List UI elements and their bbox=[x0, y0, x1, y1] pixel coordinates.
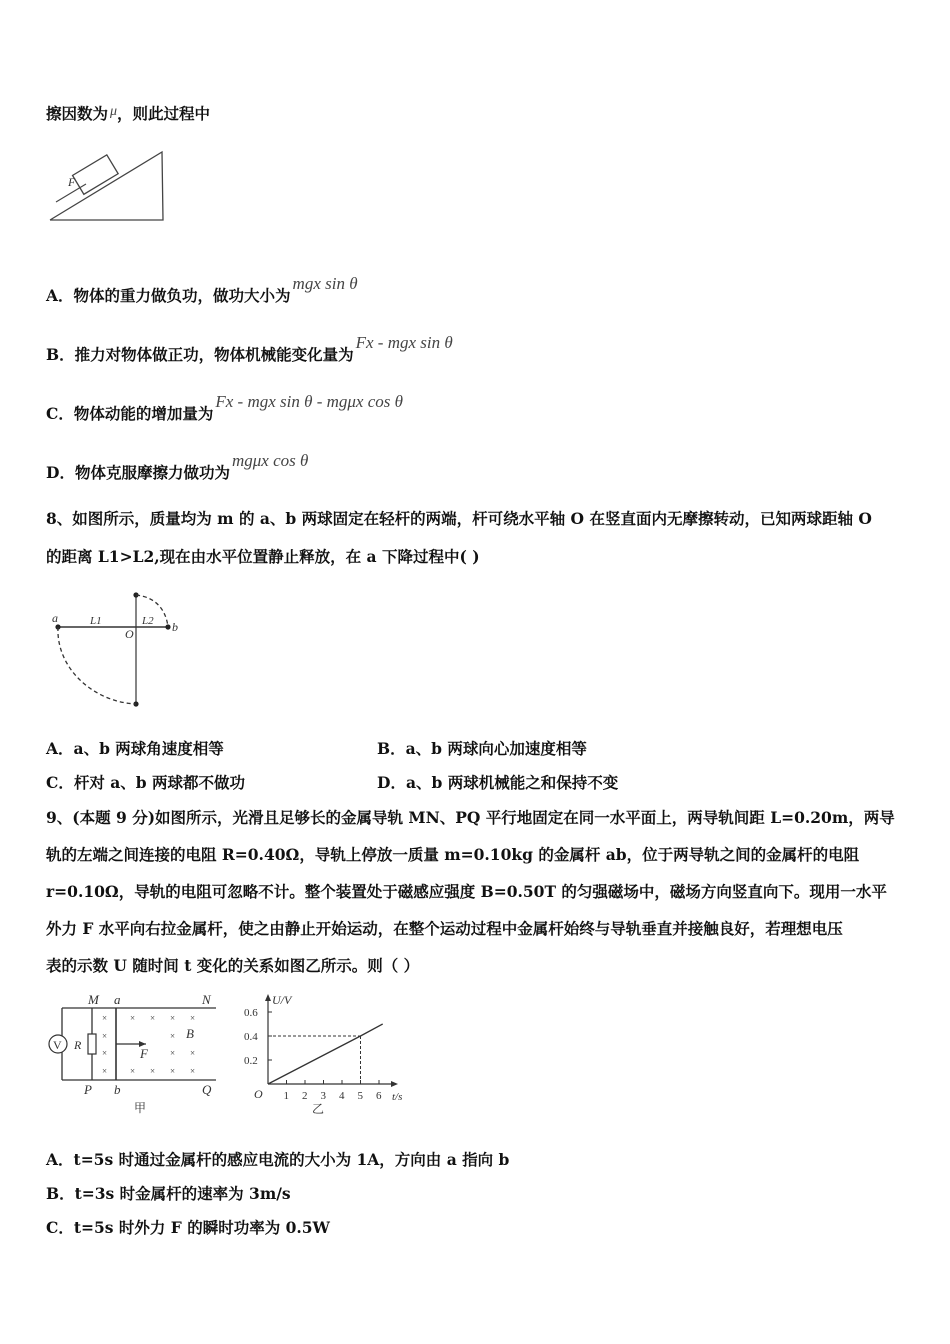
x-tick-label: 5 bbox=[357, 1090, 363, 1102]
label-l2: L2 bbox=[142, 615, 154, 627]
svg-text:×: × bbox=[130, 1066, 136, 1076]
option-text: 物体克服摩擦力做功为 bbox=[74, 463, 230, 482]
q8-option-d bbox=[377, 771, 618, 793]
option-label: C． bbox=[46, 773, 74, 792]
q7-option-c bbox=[46, 392, 403, 424]
label-b: b bbox=[114, 1082, 121, 1097]
incline-figure bbox=[44, 146, 174, 226]
option-text: t=5s 时外力 F 的瞬时功率为 0.5W bbox=[73, 1218, 330, 1237]
rail-circuit-figure bbox=[44, 990, 224, 1118]
intro-tail: ，则此过程中 bbox=[117, 104, 211, 123]
y-tick-label: 0.2 bbox=[244, 1055, 258, 1067]
option-math: mgx sin θ bbox=[292, 274, 358, 293]
figure-caption-jia: 甲 bbox=[134, 1101, 147, 1115]
label-p: P bbox=[84, 1082, 92, 1097]
svg-text:×: × bbox=[102, 1048, 108, 1058]
origin-label: O bbox=[254, 1087, 263, 1101]
x-tick-label: 1 bbox=[283, 1090, 289, 1102]
svg-text:×: × bbox=[102, 1031, 108, 1041]
label-n: N bbox=[202, 992, 211, 1007]
svg-text:×: × bbox=[150, 1013, 156, 1023]
q8-line-2: 的距离 L1>L2,现在由水平位置静止释放，在 a 下降过程中( ) bbox=[46, 547, 480, 566]
option-text: 推力对物体做正功，物体机械能变化量为 bbox=[74, 345, 354, 364]
u-t-chart bbox=[238, 990, 418, 1120]
option-label: A． bbox=[46, 286, 74, 305]
svg-text:×: × bbox=[170, 1031, 176, 1041]
svg-text:×: × bbox=[170, 1066, 176, 1076]
option-label: C． bbox=[46, 404, 74, 423]
svg-text:×: × bbox=[190, 1066, 196, 1076]
series-line bbox=[268, 1024, 383, 1084]
q9-line-5: 表的示数 U 随时间 t 变化的关系如图乙所示。则（ ） bbox=[46, 956, 420, 975]
q9-option-b bbox=[46, 1182, 291, 1204]
option-text: a、b 两球向心加速度相等 bbox=[405, 739, 587, 758]
option-text: a、b 两球机械能之和保持不变 bbox=[405, 773, 619, 792]
svg-text:×: × bbox=[170, 1013, 176, 1023]
option-text: a、b 两球角速度相等 bbox=[73, 739, 224, 758]
force-label: F bbox=[68, 175, 76, 189]
x-axis-label: t/s bbox=[392, 1091, 403, 1103]
option-text: 物体动能的增加量为 bbox=[73, 404, 214, 423]
option-label: C． bbox=[46, 1218, 74, 1237]
q9-line-4: 外力 F 水平向右拉金属杆，使之由静止开始运动，在整个运动过程中金属杆始终与导轨垂直并接触良好，若理想电压 bbox=[46, 919, 843, 938]
intro-line bbox=[46, 102, 210, 124]
option-math: Fx - mgx sin θ - mgμx cos θ bbox=[215, 392, 403, 411]
y-axis-label: U/V bbox=[272, 993, 292, 1007]
resistor-label: R bbox=[74, 1038, 82, 1052]
label-f: F bbox=[140, 1046, 148, 1061]
option-math: Fx - mgx sin θ bbox=[355, 333, 453, 352]
label-l1: L1 bbox=[90, 615, 102, 627]
option-label: D． bbox=[46, 463, 75, 482]
svg-text:×: × bbox=[130, 1013, 136, 1023]
rod-figure bbox=[48, 588, 198, 713]
svg-text:×: × bbox=[170, 1048, 176, 1058]
label-o: O bbox=[125, 627, 134, 641]
q7-option-a bbox=[46, 274, 358, 306]
q8-option-c bbox=[46, 771, 245, 793]
option-text: t=3s 时金属杆的速率为 3m/s bbox=[74, 1184, 291, 1203]
q7-option-d bbox=[46, 451, 309, 483]
option-text: t=5s 时通过金属杆的感应电流的大小为 1A，方向由 a 指向 b bbox=[73, 1150, 510, 1169]
option-label: D． bbox=[377, 773, 406, 792]
option-math: mgμx cos θ bbox=[231, 451, 309, 470]
label-m: M bbox=[88, 992, 99, 1007]
label-a: a bbox=[52, 611, 58, 625]
label-a: a bbox=[114, 992, 121, 1007]
option-label: B． bbox=[46, 345, 75, 364]
q8-option-b bbox=[377, 737, 587, 759]
y-tick-label: 0.4 bbox=[244, 1031, 258, 1043]
option-label: A． bbox=[46, 739, 74, 758]
x-tick-label: 6 bbox=[376, 1090, 382, 1102]
figure-caption-yi: 乙 bbox=[312, 1102, 325, 1116]
x-tick-label: 2 bbox=[302, 1090, 308, 1102]
svg-text:×: × bbox=[102, 1013, 108, 1023]
q8-line-1: 8、如图所示，质量均为 m 的 a、b 两球固定在轻杆的两端，杆可绕水平轴 O 在竖直面内无摩擦转动，已知两球距轴 O bbox=[46, 509, 872, 528]
label-b: b bbox=[172, 620, 178, 634]
option-text: 杆对 a、b 两球都不做功 bbox=[73, 773, 246, 792]
q9-line-2: 轨的左端之间连接的电阻 R=0.40Ω，导轨上停放一质量 m=0.10kg 的金属杆 ab，位于两导轨之间的金属杆的电阻 bbox=[46, 845, 860, 864]
intro-text: 擦因数为 bbox=[46, 104, 109, 123]
q9-option-c bbox=[46, 1216, 330, 1238]
q8-option-a bbox=[46, 737, 224, 759]
svg-text:×: × bbox=[190, 1048, 196, 1058]
resistor bbox=[88, 1034, 96, 1054]
q7-option-b bbox=[46, 333, 453, 365]
option-text: 物体的重力做负功，做功大小为 bbox=[73, 286, 291, 305]
label-b-field: B bbox=[186, 1026, 194, 1041]
mu-symbol: μ bbox=[110, 104, 118, 119]
x-tick-label: 4 bbox=[339, 1090, 345, 1102]
option-label: A． bbox=[46, 1150, 74, 1169]
option-label: B． bbox=[377, 739, 406, 758]
svg-text:×: × bbox=[102, 1066, 108, 1076]
option-label: B． bbox=[46, 1184, 75, 1203]
q9-line-3: r=0.10Ω，导轨的电阻可忽略不计。整个装置处于磁感应强度 B=0.50T 的匀强磁场中，磁场方向竖直向下。现用一水平 bbox=[46, 882, 887, 901]
label-q: Q bbox=[202, 1082, 212, 1097]
svg-text:×: × bbox=[150, 1066, 156, 1076]
y-tick-label: 0.6 bbox=[244, 1007, 258, 1019]
voltmeter-label: V bbox=[53, 1038, 62, 1052]
svg-text:×: × bbox=[190, 1013, 196, 1023]
x-tick-label: 3 bbox=[320, 1090, 326, 1102]
q9-option-a bbox=[46, 1148, 509, 1170]
q9-line-1: 9、(本题 9 分)如图所示，光滑且足够长的金属导轨 MN、PQ 平行地固定在同一水平面上，两导轨间距 L=0.20m，两导 bbox=[46, 808, 895, 827]
